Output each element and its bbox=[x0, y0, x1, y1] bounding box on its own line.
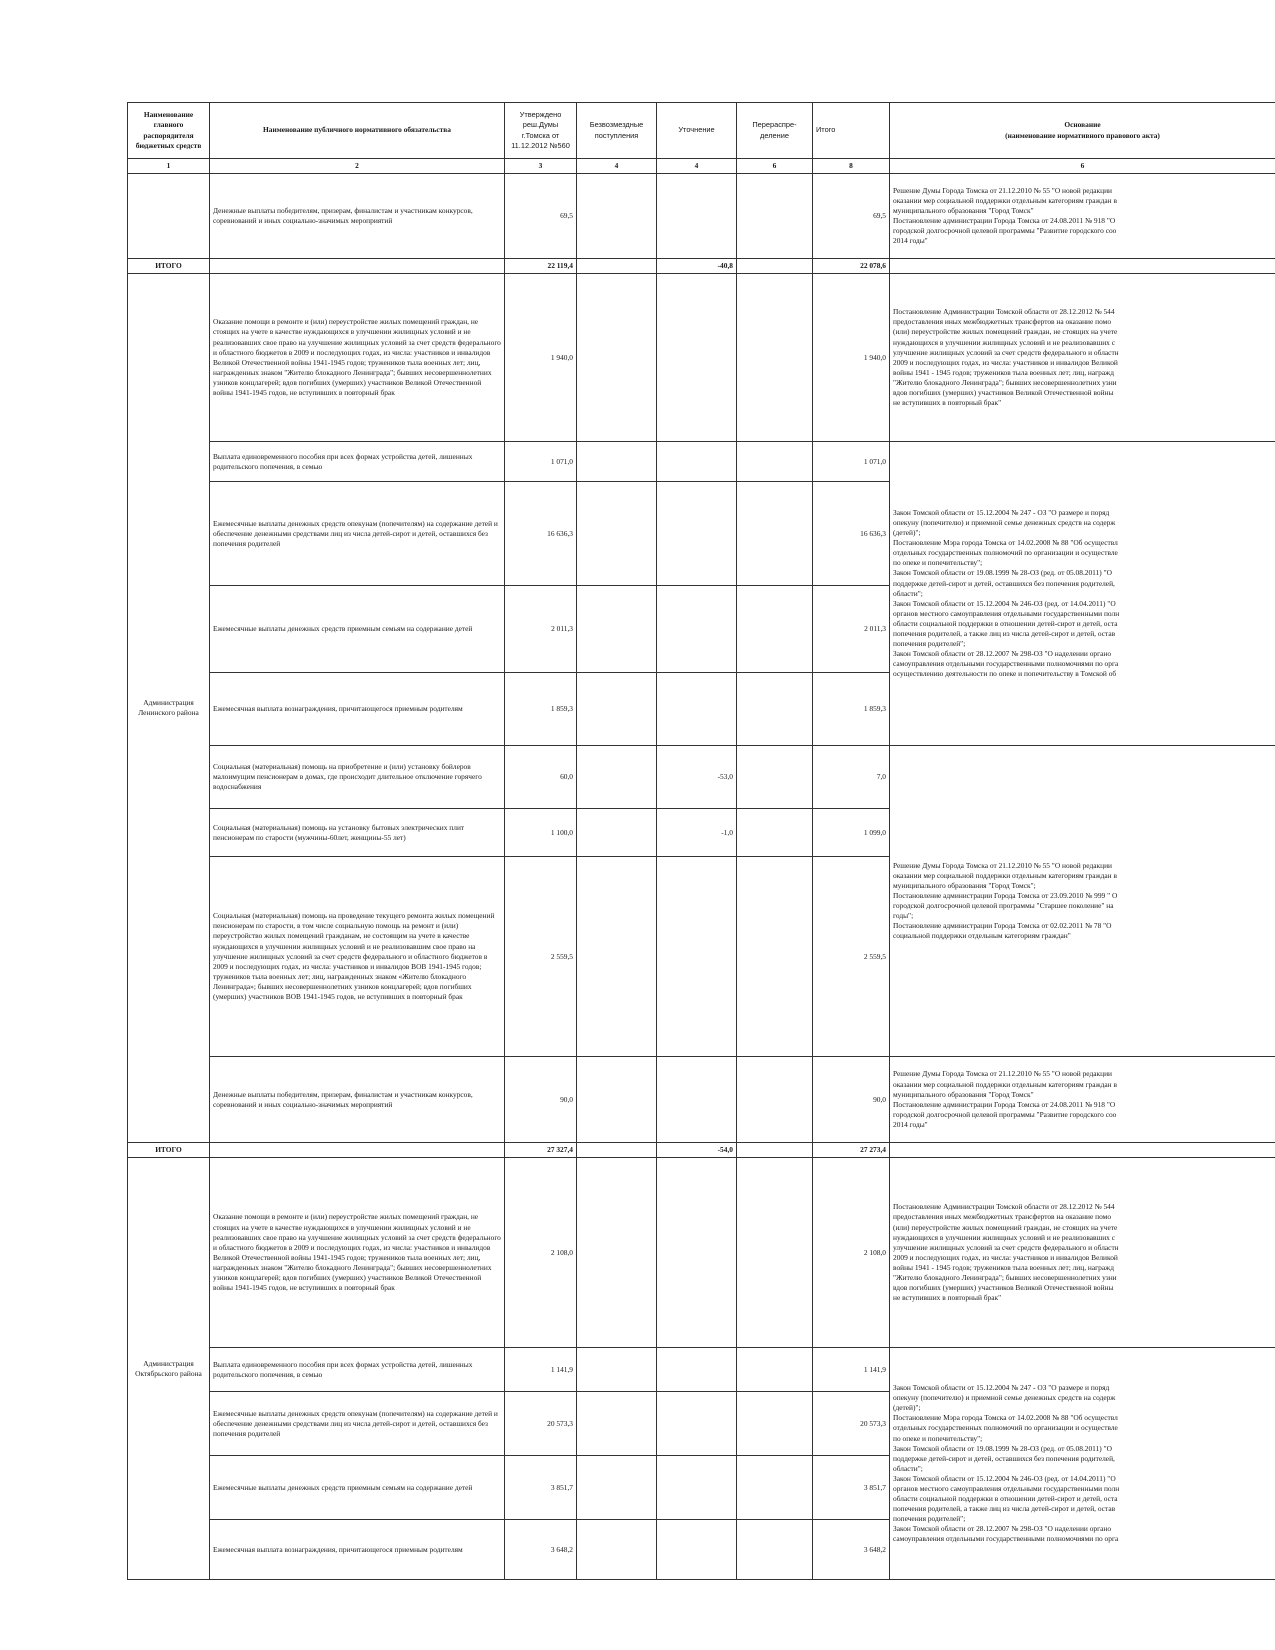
basis-line: Решение Думы Города Томска от 21.12.2010 № 55 "О новой редакции bbox=[893, 185, 1112, 195]
total-value: 1 859,3 bbox=[813, 673, 890, 746]
basis-text bbox=[890, 1057, 1275, 1143]
basis-text bbox=[890, 1348, 1275, 1580]
approved-value: 1 100,0 bbox=[505, 809, 577, 857]
basis-line: (детей)"; bbox=[893, 1403, 921, 1413]
basis-line: годы"; bbox=[893, 911, 914, 921]
basis-line: осуществлению деятельности по опеке и попечительству в Томской об bbox=[893, 669, 1117, 679]
total-value: 1 099,0 bbox=[813, 809, 890, 857]
basis-line: нуждающихся в улучшении жилищных условий и не реализовавших с bbox=[893, 337, 1115, 347]
total-label: ИТОГО bbox=[128, 259, 210, 274]
grants-value bbox=[577, 1057, 657, 1143]
total-sum: 22 078,6 bbox=[813, 259, 890, 274]
approved-value: 3 851,7 bbox=[505, 1456, 577, 1520]
basis-line: муниципального образования "Город Томск" bbox=[893, 1089, 1034, 1099]
clarification-value bbox=[657, 1456, 737, 1520]
redistribution-value bbox=[737, 1520, 813, 1580]
total-value: 16 636,3 bbox=[813, 482, 890, 586]
basis-line: нуждающихся в улучшении жилищных условий и не реализовавших с bbox=[893, 1232, 1115, 1242]
approved-value: 90,0 bbox=[505, 1057, 577, 1143]
obligation-name: Ежемесячные выплаты денежных средств опекунам (попечителям) на содержание детей и обеспечение денежными средствами лиц из числа детей-сирот и детей, оставшихся без попечения родителей bbox=[210, 1392, 505, 1456]
basis-line: оказании мер социальной поддержки отдельным категориям граждан в bbox=[893, 870, 1117, 880]
grants-value bbox=[577, 1456, 657, 1520]
total-value: 1 141,9 bbox=[813, 1348, 890, 1392]
index-cell: 2 bbox=[210, 159, 505, 174]
total-redistribution bbox=[737, 1143, 813, 1158]
basis-line: 2014 годы" bbox=[893, 236, 928, 246]
redistribution-value bbox=[737, 482, 813, 586]
basis-line: (или) переустройстве жилых помещений граждан, не стоящих на учете bbox=[893, 327, 1118, 337]
obligation-name: Социальная (материальная) помощь на приобретение и (или) установку бойлеров малоимущим пенсионерам в домах, где происходит длительное отключение горячего водоснабжения bbox=[210, 746, 505, 809]
basis-line: не вступивших в повторный брак" bbox=[893, 1293, 1002, 1303]
basis-line: муниципального образования "Город Томск" bbox=[893, 206, 1034, 215]
table-row bbox=[128, 174, 1275, 259]
table-row bbox=[128, 1348, 1275, 1392]
approved-value: 1 859,3 bbox=[505, 673, 577, 746]
grants-value bbox=[577, 482, 657, 586]
redistribution-value bbox=[737, 1158, 813, 1348]
grants-value bbox=[577, 673, 657, 746]
basis-line: самоуправления отдельными государственными полномочиями по орга bbox=[893, 659, 1119, 669]
basis-line: Постановление Администрации Томской области от 28.12.2012 № 544 bbox=[893, 1202, 1115, 1212]
basis-line: по опеке и попечительству"; bbox=[893, 558, 983, 568]
header-basis-subtitle: (наименование нормативного правового акта) bbox=[1005, 130, 1160, 140]
total-value: 3 648,2 bbox=[813, 1520, 890, 1580]
budget-table-sheet bbox=[127, 102, 1275, 1580]
obligation-name: Оказание помощи в ремонте и (или) переустройстве жилых помещений граждан, не стоящих на учете в качестве нуждающихся в улучшении жилищных условий и не реализовавших свое право на улучшение жилищных условий за счет средств федерального и областного бюджетов в 2009 и последующих годах, из числа: участников и инвалидов Великой Отечественной войны 1941-1945 годов; тружеников тыла военных лет; лиц, награжденных знаком "Жителю блокадного Ленинграда"; бывших несовершеннолетних узников концлагерей; вдов погибших (умерших) участников Великой Отечественной войны 1941-1945 годов, не вступивших в повторный брак bbox=[210, 274, 505, 442]
redistribution-value bbox=[737, 274, 813, 442]
basis-line: социальной поддержки отдельным категориям граждан" bbox=[893, 931, 1071, 941]
redistribution-value bbox=[737, 1348, 813, 1392]
total-row bbox=[128, 259, 1275, 274]
total-value: 90,0 bbox=[813, 1057, 890, 1143]
basis-line: предоставления иных межбюджетных трансфертов на оказание помо bbox=[893, 1212, 1112, 1222]
approved-value: 1 940,0 bbox=[505, 274, 577, 442]
total-value: 2 011,3 bbox=[813, 586, 890, 673]
clarification-value bbox=[657, 1392, 737, 1456]
basis-line: области социальной поддержки в отношении детей-сирот и детей, оста bbox=[893, 618, 1118, 628]
clarification-value bbox=[657, 1057, 737, 1143]
approved-value: 69,5 bbox=[505, 174, 577, 259]
grants-value bbox=[577, 1348, 657, 1392]
header-row bbox=[128, 103, 1275, 159]
approved-value: 3 648,2 bbox=[505, 1520, 577, 1580]
basis-line: поддержке детей-сирот и детей, оставшихся без попечения родителей, bbox=[893, 578, 1115, 588]
basis-line: войны 1941 - 1945 годов; тружеников тыла военных лет; лиц, награжд bbox=[893, 1262, 1114, 1272]
total-approved: 27 327,4 bbox=[505, 1143, 577, 1158]
clarification-value bbox=[657, 442, 737, 482]
basis-line: попечения родителей, а также лиц из числа детей-сирот и детей, остав bbox=[893, 629, 1116, 639]
basis-line: городской долгосрочной целевой программы "Развитие городского соо bbox=[893, 226, 1117, 236]
obligation-name: Выплата единовременного пособия при всех формах устройства детей, лишенных родительского попечения, в семью bbox=[210, 442, 505, 482]
grants-value bbox=[577, 809, 657, 857]
total-redistribution bbox=[737, 259, 813, 274]
basis-text bbox=[890, 746, 1275, 1057]
approved-value: 60,0 bbox=[505, 746, 577, 809]
basis-line: области социальной поддержки в отношении детей-сирот и детей, оста bbox=[893, 1494, 1118, 1504]
clarification-value bbox=[657, 673, 737, 746]
basis-line: городской долгосрочной целевой программы "Развитие городского соо bbox=[893, 1109, 1117, 1119]
header-clarification: Уточнение bbox=[657, 103, 737, 159]
clarification-value: -1,0 bbox=[657, 809, 737, 857]
total-row bbox=[128, 1143, 1275, 1158]
obligation-name: Ежемесячные выплаты денежных средств приемным семьям на содержание детей bbox=[210, 586, 505, 673]
obligation-name: Ежемесячные выплаты денежных средств приемным семьям на содержание детей bbox=[210, 1456, 505, 1520]
total-empty bbox=[210, 1143, 505, 1158]
approved-value: 16 636,3 bbox=[505, 482, 577, 586]
table-row bbox=[128, 442, 1275, 482]
grants-value bbox=[577, 274, 657, 442]
redistribution-value bbox=[737, 857, 813, 1057]
basis-line: оказании мер социальной поддержки отдельным категориям граждан в bbox=[893, 195, 1117, 205]
basis-line: улучшение жилищных условий за счет средств федерального и областн bbox=[893, 347, 1119, 357]
header-basis-title: Основание bbox=[1064, 120, 1101, 130]
basis-line: Постановление администрации Города Томска от 23.09.2010 № 999 " О bbox=[893, 891, 1118, 901]
clarification-value bbox=[657, 274, 737, 442]
total-value: 20 573,3 bbox=[813, 1392, 890, 1456]
index-cell: 4 bbox=[657, 159, 737, 174]
total-grants bbox=[577, 259, 657, 274]
approved-value: 20 573,3 bbox=[505, 1392, 577, 1456]
clarification-value: -53,0 bbox=[657, 746, 737, 809]
basis-line: опекуну (попечителю) и приемной семье денежных средств на содерж bbox=[893, 517, 1116, 527]
basis-line: 2009 и последующих годах, из числа: участников и инвалидов Великой bbox=[893, 357, 1118, 367]
basis-line: Решение Думы Города Томска от 21.12.2010 № 55 "О новой редакции bbox=[893, 860, 1112, 870]
grants-value bbox=[577, 442, 657, 482]
basis-line: Закон Томской области от 28.12.2007 № 298-ОЗ "О наделении органо bbox=[893, 649, 1112, 659]
basis-line: по опеке и попечительству"; bbox=[893, 1433, 983, 1443]
index-row bbox=[128, 159, 1275, 174]
basis-line: не вступивших в повторный брак" bbox=[893, 398, 1002, 408]
basis-line: Закон Томской области от 19.08.1999 № 28-ОЗ (ред. от 05.08.2011) "О bbox=[893, 1443, 1112, 1453]
header-approved: Утверждено реш.Думы г.Томска от 11.12.2012 №560 bbox=[505, 103, 577, 159]
index-cell: 6 bbox=[737, 159, 813, 174]
basis-line: (детей)"; bbox=[893, 528, 921, 538]
redistribution-value bbox=[737, 746, 813, 809]
index-cell: 6 bbox=[890, 159, 1275, 174]
basis-line: Постановление администрации Города Томска от 24.08.2011 № 918 "О bbox=[893, 216, 1116, 226]
org-name: Администрация Ленинского района bbox=[128, 274, 210, 1143]
basis-line: Закон Томской области от 15.12.2004 № 247 - ОЗ "О размере и поряд bbox=[893, 1383, 1110, 1393]
basis-line: оказании мер социальной поддержки отдельным категориям граждан в bbox=[893, 1079, 1117, 1089]
basis-line: Закон Томской области от 19.08.1999 № 28-ОЗ (ред. от 05.08.2011) "О bbox=[893, 568, 1112, 578]
total-value: 1 071,0 bbox=[813, 442, 890, 482]
index-cell: 3 bbox=[505, 159, 577, 174]
basis-line: вдов погибших (умерших) участников Великой Отечественной войны bbox=[893, 387, 1114, 397]
header-grants: Безвозмездные поступления bbox=[577, 103, 657, 159]
basis-line: "Жителю блокадного Ленинграда"; бывших несовершеннолетних узни bbox=[893, 377, 1117, 387]
basis-line: 2009 и последующих годах, из числа: участников и инвалидов Великой bbox=[893, 1252, 1118, 1262]
header-obligation: Наименование публичного нормативного обязательства bbox=[210, 103, 505, 159]
basis-line: городской долгосрочной целевой программы "Старшее поколение" на bbox=[893, 901, 1114, 911]
basis-line: вдов погибших (умерших) участников Великой Отечественной войны bbox=[893, 1283, 1114, 1293]
basis-line: войны 1941 - 1945 годов; тружеников тыла военных лет; лиц, награжд bbox=[893, 367, 1114, 377]
approved-value: 2 011,3 bbox=[505, 586, 577, 673]
total-grants bbox=[577, 1143, 657, 1158]
index-cell: 4 bbox=[577, 159, 657, 174]
total-approved: 22 119,4 bbox=[505, 259, 577, 274]
clarification-value bbox=[657, 586, 737, 673]
table-row bbox=[128, 1057, 1275, 1143]
grants-value bbox=[577, 174, 657, 259]
redistribution-value bbox=[737, 809, 813, 857]
header-basis bbox=[890, 103, 1275, 159]
total-clarification: -54,0 bbox=[657, 1143, 737, 1158]
total-value: 2 108,0 bbox=[813, 1158, 890, 1348]
redistribution-value bbox=[737, 1456, 813, 1520]
obligation-name: Выплата единовременного пособия при всех формах устройства детей, лишенных родительского попечения, в семью bbox=[210, 1348, 505, 1392]
table-row bbox=[128, 274, 1275, 442]
basis-line: попечения родителей"; bbox=[893, 639, 966, 649]
header-total: Итого bbox=[813, 103, 890, 159]
redistribution-value bbox=[737, 586, 813, 673]
clarification-value bbox=[657, 857, 737, 1057]
redistribution-value bbox=[737, 673, 813, 746]
approved-value: 1 141,9 bbox=[505, 1348, 577, 1392]
basis-line: отдельных государственных полномочий по организации и осуществле bbox=[893, 548, 1118, 558]
basis-line: предоставления иных межбюджетных трансфертов на оказание помо bbox=[893, 317, 1112, 327]
table-row bbox=[128, 746, 1275, 809]
basis-line: улучшение жилищных условий за счет средств федерального и областн bbox=[893, 1242, 1119, 1252]
total-value: 2 559,5 bbox=[813, 857, 890, 1057]
basis-line: поддержке детей-сирот и детей, оставшихся без попечения родителей, bbox=[893, 1453, 1115, 1463]
basis-line: органов местного самоуправления отдельными государственными полн bbox=[893, 1483, 1120, 1493]
grants-value bbox=[577, 857, 657, 1057]
basis-line: органов местного самоуправления отдельными государственными полн bbox=[893, 608, 1120, 618]
obligation-name: Денежные выплаты победителям, призерам, финалистам и участникам конкурсов, соревнований и иных социально-значимых мероприятий bbox=[210, 174, 505, 259]
basis-line: муниципального образования "Город Томск"; bbox=[893, 881, 1036, 890]
total-basis bbox=[890, 1143, 1275, 1158]
redistribution-value bbox=[737, 442, 813, 482]
clarification-value bbox=[657, 482, 737, 586]
basis-text bbox=[890, 442, 1275, 746]
basis-line: попечения родителей, а также лиц из числа детей-сирот и детей, остав bbox=[893, 1504, 1116, 1514]
total-label: ИТОГО bbox=[128, 1143, 210, 1158]
index-cell: 1 bbox=[128, 159, 210, 174]
grants-value bbox=[577, 1392, 657, 1456]
obligation-name: Оказание помощи в ремонте и (или) переустройстве жилых помещений граждан, не стоящих на учете в качестве нуждающихся в улучшении жилищных условий и не реализовавших свое право на улучшение жилищных условий за счет средств федерального и областного бюджетов в 2009 и последующих годах, из числа: участников и инвалидов Великой Отечественной войны 1941-1945 годов; тружеников тыла военных лет; лиц, награжденных знаком "Жителю блокадного Ленинграда"; бывших несовершеннолетних узников концлагерей; вдов погибших (умерших) участников Великой Отечественной войны 1941-1945 годов, не вступивших в повторный брак bbox=[210, 1158, 505, 1348]
basis-line: Закон Томской области от 15.12.2004 № 246-ОЗ (ред. от 14.04.2011) "О bbox=[893, 1473, 1116, 1483]
budget-table bbox=[127, 102, 1275, 1580]
grants-value bbox=[577, 1520, 657, 1580]
clarification-value bbox=[657, 1348, 737, 1392]
basis-line: области"; bbox=[893, 1463, 923, 1473]
basis-line: Постановление Администрации Томской области от 28.12.2012 № 544 bbox=[893, 307, 1115, 317]
basis-line: отдельных государственных полномочий по организации и осуществле bbox=[893, 1423, 1118, 1433]
header-redistribution: Перераспре-деление bbox=[737, 103, 813, 159]
total-clarification: -40,8 bbox=[657, 259, 737, 274]
org-name: Администрация Октябрьского района bbox=[128, 1158, 210, 1580]
clarification-value bbox=[657, 1158, 737, 1348]
basis-line: Закон Томской области от 15.12.2004 № 246-ОЗ (ред. от 14.04.2011) "О bbox=[893, 598, 1116, 608]
total-value: 3 851,7 bbox=[813, 1456, 890, 1520]
basis-line: опекуну (попечителю) и приемной семье денежных средств на содерж bbox=[893, 1393, 1116, 1403]
total-basis bbox=[890, 259, 1275, 274]
redistribution-value bbox=[737, 1392, 813, 1456]
org-cell-empty bbox=[128, 174, 210, 259]
grants-value bbox=[577, 1158, 657, 1348]
approved-value: 2 559,5 bbox=[505, 857, 577, 1057]
approved-value: 1 071,0 bbox=[505, 442, 577, 482]
clarification-value bbox=[657, 1520, 737, 1580]
basis-line: попечения родителей"; bbox=[893, 1514, 966, 1524]
basis-line: Постановление администрации Города Томска от 02.02.2011 № 78 "О bbox=[893, 921, 1112, 931]
redistribution-value bbox=[737, 174, 813, 259]
basis-line: "Жителю блокадного Ленинграда"; бывших несовершеннолетних узни bbox=[893, 1272, 1117, 1282]
total-empty bbox=[210, 259, 505, 274]
basis-text bbox=[890, 1158, 1275, 1348]
obligation-name: Ежемесячная выплата вознаграждения, причитающегося приемным родителям bbox=[210, 1520, 505, 1580]
obligation-name: Денежные выплаты победителям, призерам, финалистам и участникам конкурсов, соревнований и иных социально-значимых мероприятий bbox=[210, 1057, 505, 1143]
obligation-name: Ежемесячные выплаты денежных средств опекунам (попечителям) на содержание детей и обеспечение денежными средствами лиц из числа детей-сирот и детей, оставшихся без попечения родителей bbox=[210, 482, 505, 586]
clarification-value bbox=[657, 174, 737, 259]
basis-line: Решение Думы Города Томска от 21.12.2010 № 55 "О новой редакции bbox=[893, 1069, 1112, 1079]
redistribution-value bbox=[737, 1057, 813, 1143]
approved-value: 2 108,0 bbox=[505, 1158, 577, 1348]
obligation-name: Социальная (материальная) помощь на проведение текущего ремонта жилых помещений пенсионерам по старости, в том числе социальную помощь на ремонт и (или) переустройство жилых помещений гражданам, не состоящим на учете в качестве нуждающихся в улучшении жилищных условий и не реализовавшим свое право на улучшение жилищных условий за счет средств федерального и областного бюджетов в 2009 и последующих годах, из числа: участников и инвалидов ВОВ 1941-1945 годов; тружеников тыла военных лет; лиц, награжденных знаком «Жителю блокадного Ленинграда»; бывших несовершеннолетних узников концлагерей; вдов погибших (умерших) участников ВОВ 1941-1945 годов, не вступивших в повторный брак bbox=[210, 857, 505, 1057]
total-value: 69,5 bbox=[813, 174, 890, 259]
grants-value bbox=[577, 586, 657, 673]
obligation-name: Социальная (материальная) помощь на установку бытовых электрических плит пенсионерам по старости (мужчины-60лет, женщины-55 лет) bbox=[210, 809, 505, 857]
basis-line: Закон Томской области от 28.12.2007 № 298-ОЗ "О наделении органо bbox=[893, 1524, 1112, 1534]
basis-line: 2014 годы" bbox=[893, 1119, 928, 1129]
basis-text bbox=[890, 274, 1275, 442]
index-cell: 8 bbox=[813, 159, 890, 174]
total-value: 7,0 bbox=[813, 746, 890, 809]
basis-line: области"; bbox=[893, 588, 923, 598]
total-value: 1 940,0 bbox=[813, 274, 890, 442]
basis-line: Закон Томской области от 15.12.2004 № 247 - ОЗ "О размере и поряд bbox=[893, 507, 1110, 517]
basis-line: Постановление Мэра города Томска от 14.02.2008 № 88 "Об осуществл bbox=[893, 538, 1118, 548]
basis-line: Постановление администрации Города Томска от 24.08.2011 № 918 "О bbox=[893, 1099, 1116, 1109]
table-row bbox=[128, 1158, 1275, 1348]
total-sum: 27 273,4 bbox=[813, 1143, 890, 1158]
grants-value bbox=[577, 746, 657, 809]
header-main-manager: Наименование главного распорядителя бюджетных средств bbox=[128, 103, 210, 159]
basis-line: (или) переустройстве жилых помещений граждан, не стоящих на учете bbox=[893, 1222, 1118, 1232]
basis-line: самоуправления отдельными государственными полномочиями по орга bbox=[893, 1534, 1119, 1544]
obligation-name: Ежемесячная выплата вознаграждения, причитающегося приемным родителям bbox=[210, 673, 505, 746]
basis-line: Постановление Мэра города Томска от 14.02.2008 № 88 "Об осуществл bbox=[893, 1413, 1118, 1423]
basis-text bbox=[890, 174, 1275, 259]
